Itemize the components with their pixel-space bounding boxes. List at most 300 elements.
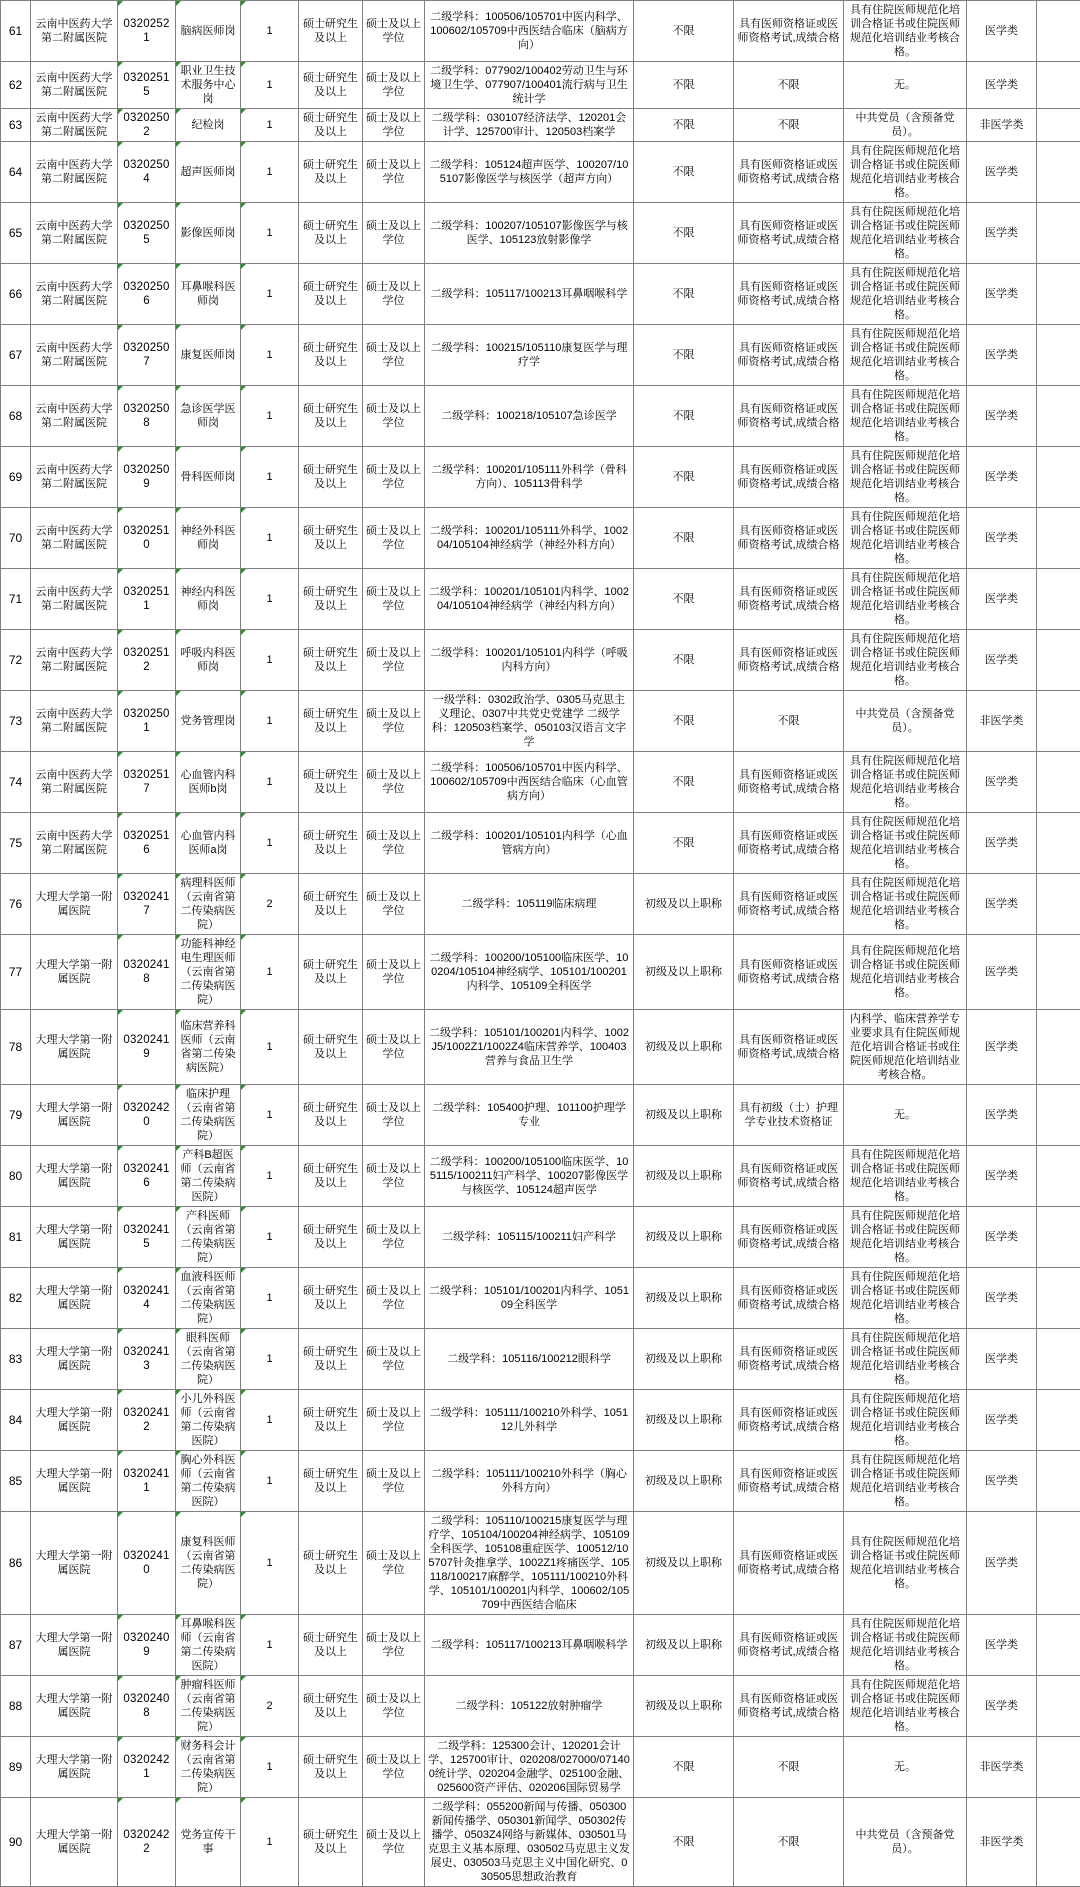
empty-cell[interactable] (1037, 1268, 1080, 1329)
qualification-requirement[interactable] (734, 264, 844, 325)
position-category[interactable] (967, 752, 1037, 813)
opening-count[interactable] (241, 109, 299, 142)
hospital-name[interactable] (31, 813, 118, 874)
position-category[interactable] (967, 1329, 1037, 1390)
position-category[interactable] (967, 1512, 1037, 1615)
empty-cell[interactable] (1037, 109, 1080, 142)
education-requirement[interactable] (299, 1615, 363, 1676)
position-category[interactable] (967, 508, 1037, 569)
education-requirement[interactable] (299, 1085, 363, 1146)
other-requirement[interactable] (844, 1085, 967, 1146)
qualification-requirement[interactable] (734, 1451, 844, 1512)
opening-count[interactable] (241, 691, 299, 752)
title-requirement[interactable] (634, 1737, 734, 1798)
position-code[interactable] (118, 1329, 176, 1390)
position-code[interactable] (118, 1798, 176, 1887)
position-name[interactable] (176, 569, 241, 630)
opening-count[interactable] (241, 1085, 299, 1146)
position-code[interactable] (118, 508, 176, 569)
education-requirement[interactable] (299, 691, 363, 752)
title-requirement[interactable] (634, 569, 734, 630)
title-requirement[interactable] (634, 1676, 734, 1737)
position-name[interactable] (176, 1329, 241, 1390)
major-requirement[interactable] (425, 325, 634, 386)
other-requirement[interactable] (844, 1615, 967, 1676)
row-number[interactable] (1, 1451, 31, 1512)
title-requirement[interactable] (634, 508, 734, 569)
empty-cell[interactable] (1037, 62, 1080, 109)
qualification-requirement[interactable] (734, 325, 844, 386)
opening-count[interactable] (241, 1207, 299, 1268)
opening-count[interactable] (241, 1676, 299, 1737)
education-requirement[interactable] (299, 203, 363, 264)
qualification-requirement[interactable] (734, 1085, 844, 1146)
other-requirement[interactable] (844, 386, 967, 447)
education-requirement[interactable] (299, 386, 363, 447)
degree-requirement[interactable] (363, 1, 425, 62)
position-category[interactable] (967, 569, 1037, 630)
major-requirement[interactable] (425, 264, 634, 325)
other-requirement[interactable] (844, 264, 967, 325)
opening-count[interactable] (241, 1329, 299, 1390)
major-requirement[interactable] (425, 752, 634, 813)
major-requirement[interactable] (425, 1010, 634, 1085)
other-requirement[interactable] (844, 752, 967, 813)
other-requirement[interactable] (844, 1329, 967, 1390)
position-name[interactable] (176, 1451, 241, 1512)
hospital-name[interactable] (31, 1798, 118, 1887)
empty-cell[interactable] (1037, 325, 1080, 386)
other-requirement[interactable] (844, 62, 967, 109)
major-requirement[interactable] (425, 1798, 634, 1887)
qualification-requirement[interactable] (734, 62, 844, 109)
position-category[interactable] (967, 264, 1037, 325)
title-requirement[interactable] (634, 874, 734, 935)
hospital-name[interactable] (31, 1390, 118, 1451)
empty-cell[interactable] (1037, 691, 1080, 752)
empty-cell[interactable] (1037, 1798, 1080, 1887)
qualification-requirement[interactable] (734, 1737, 844, 1798)
qualification-requirement[interactable] (734, 874, 844, 935)
empty-cell[interactable] (1037, 508, 1080, 569)
position-code[interactable] (118, 1268, 176, 1329)
opening-count[interactable] (241, 1, 299, 62)
hospital-name[interactable] (31, 874, 118, 935)
row-number[interactable] (1, 1676, 31, 1737)
major-requirement[interactable] (425, 508, 634, 569)
position-category[interactable] (967, 203, 1037, 264)
other-requirement[interactable] (844, 508, 967, 569)
major-requirement[interactable] (425, 447, 634, 508)
row-number[interactable] (1, 1329, 31, 1390)
other-requirement[interactable] (844, 691, 967, 752)
position-name[interactable] (176, 62, 241, 109)
row-number[interactable] (1, 1268, 31, 1329)
position-category[interactable] (967, 447, 1037, 508)
opening-count[interactable] (241, 935, 299, 1010)
hospital-name[interactable] (31, 1615, 118, 1676)
position-name[interactable] (176, 109, 241, 142)
row-number[interactable] (1, 1085, 31, 1146)
position-code[interactable] (118, 109, 176, 142)
title-requirement[interactable] (634, 142, 734, 203)
major-requirement[interactable] (425, 109, 634, 142)
empty-cell[interactable] (1037, 1512, 1080, 1615)
empty-cell[interactable] (1037, 935, 1080, 1010)
row-number[interactable] (1, 1615, 31, 1676)
other-requirement[interactable] (844, 874, 967, 935)
position-category[interactable] (967, 813, 1037, 874)
education-requirement[interactable] (299, 142, 363, 203)
hospital-name[interactable] (31, 1512, 118, 1615)
degree-requirement[interactable] (363, 386, 425, 447)
other-requirement[interactable] (844, 1010, 967, 1085)
title-requirement[interactable] (634, 325, 734, 386)
hospital-name[interactable] (31, 508, 118, 569)
position-code[interactable] (118, 1390, 176, 1451)
education-requirement[interactable] (299, 569, 363, 630)
position-name[interactable] (176, 1207, 241, 1268)
hospital-name[interactable] (31, 62, 118, 109)
other-requirement[interactable] (844, 142, 967, 203)
empty-cell[interactable] (1037, 142, 1080, 203)
row-number[interactable] (1, 1010, 31, 1085)
opening-count[interactable] (241, 874, 299, 935)
opening-count[interactable] (241, 386, 299, 447)
education-requirement[interactable] (299, 1676, 363, 1737)
major-requirement[interactable] (425, 691, 634, 752)
empty-cell[interactable] (1037, 1676, 1080, 1737)
qualification-requirement[interactable] (734, 1329, 844, 1390)
position-category[interactable] (967, 1010, 1037, 1085)
education-requirement[interactable] (299, 1798, 363, 1887)
education-requirement[interactable] (299, 1512, 363, 1615)
other-requirement[interactable] (844, 1146, 967, 1207)
other-requirement[interactable] (844, 447, 967, 508)
row-number[interactable] (1, 630, 31, 691)
major-requirement[interactable] (425, 1451, 634, 1512)
hospital-name[interactable] (31, 1085, 118, 1146)
opening-count[interactable] (241, 203, 299, 264)
degree-requirement[interactable] (363, 874, 425, 935)
major-requirement[interactable] (425, 569, 634, 630)
opening-count[interactable] (241, 752, 299, 813)
row-number[interactable] (1, 1737, 31, 1798)
other-requirement[interactable] (844, 813, 967, 874)
position-code[interactable] (118, 569, 176, 630)
other-requirement[interactable] (844, 1451, 967, 1512)
hospital-name[interactable] (31, 630, 118, 691)
qualification-requirement[interactable] (734, 447, 844, 508)
major-requirement[interactable] (425, 1615, 634, 1676)
position-code[interactable] (118, 1676, 176, 1737)
empty-cell[interactable] (1037, 203, 1080, 264)
empty-cell[interactable] (1037, 1615, 1080, 1676)
position-category[interactable] (967, 630, 1037, 691)
row-number[interactable] (1, 1146, 31, 1207)
row-number[interactable] (1, 1207, 31, 1268)
position-name[interactable] (176, 691, 241, 752)
major-requirement[interactable] (425, 813, 634, 874)
position-code[interactable] (118, 447, 176, 508)
position-code[interactable] (118, 386, 176, 447)
position-name[interactable] (176, 508, 241, 569)
position-category[interactable] (967, 1615, 1037, 1676)
qualification-requirement[interactable] (734, 203, 844, 264)
row-number[interactable] (1, 1, 31, 62)
qualification-requirement[interactable] (734, 508, 844, 569)
education-requirement[interactable] (299, 935, 363, 1010)
opening-count[interactable] (241, 325, 299, 386)
degree-requirement[interactable] (363, 752, 425, 813)
empty-cell[interactable] (1037, 1737, 1080, 1798)
empty-cell[interactable] (1037, 1329, 1080, 1390)
position-name[interactable] (176, 1676, 241, 1737)
position-category[interactable] (967, 935, 1037, 1010)
other-requirement[interactable] (844, 1512, 967, 1615)
opening-count[interactable] (241, 630, 299, 691)
position-code[interactable] (118, 630, 176, 691)
qualification-requirement[interactable] (734, 109, 844, 142)
opening-count[interactable] (241, 508, 299, 569)
hospital-name[interactable] (31, 142, 118, 203)
education-requirement[interactable] (299, 1390, 363, 1451)
empty-cell[interactable] (1037, 813, 1080, 874)
degree-requirement[interactable] (363, 1737, 425, 1798)
opening-count[interactable] (241, 1451, 299, 1512)
degree-requirement[interactable] (363, 1329, 425, 1390)
degree-requirement[interactable] (363, 325, 425, 386)
education-requirement[interactable] (299, 1329, 363, 1390)
hospital-name[interactable] (31, 1737, 118, 1798)
opening-count[interactable] (241, 1798, 299, 1887)
position-code[interactable] (118, 203, 176, 264)
empty-cell[interactable] (1037, 386, 1080, 447)
education-requirement[interactable] (299, 325, 363, 386)
position-category[interactable] (967, 1676, 1037, 1737)
qualification-requirement[interactable] (734, 1512, 844, 1615)
position-name[interactable] (176, 630, 241, 691)
major-requirement[interactable] (425, 386, 634, 447)
major-requirement[interactable] (425, 1146, 634, 1207)
education-requirement[interactable] (299, 1737, 363, 1798)
opening-count[interactable] (241, 1512, 299, 1615)
degree-requirement[interactable] (363, 691, 425, 752)
title-requirement[interactable] (634, 752, 734, 813)
major-requirement[interactable] (425, 142, 634, 203)
empty-cell[interactable] (1037, 630, 1080, 691)
position-name[interactable] (176, 264, 241, 325)
hospital-name[interactable] (31, 1268, 118, 1329)
position-code[interactable] (118, 874, 176, 935)
position-category[interactable] (967, 1, 1037, 62)
education-requirement[interactable] (299, 1268, 363, 1329)
hospital-name[interactable] (31, 1451, 118, 1512)
opening-count[interactable] (241, 1390, 299, 1451)
position-code[interactable] (118, 1737, 176, 1798)
title-requirement[interactable] (634, 1451, 734, 1512)
hospital-name[interactable] (31, 1207, 118, 1268)
position-name[interactable] (176, 935, 241, 1010)
qualification-requirement[interactable] (734, 752, 844, 813)
qualification-requirement[interactable] (734, 1207, 844, 1268)
position-code[interactable] (118, 1512, 176, 1615)
hospital-name[interactable] (31, 1010, 118, 1085)
hospital-name[interactable] (31, 569, 118, 630)
degree-requirement[interactable] (363, 1451, 425, 1512)
qualification-requirement[interactable] (734, 1, 844, 62)
major-requirement[interactable] (425, 874, 634, 935)
degree-requirement[interactable] (363, 1512, 425, 1615)
empty-cell[interactable] (1037, 1085, 1080, 1146)
qualification-requirement[interactable] (734, 1390, 844, 1451)
title-requirement[interactable] (634, 109, 734, 142)
position-category[interactable] (967, 1268, 1037, 1329)
qualification-requirement[interactable] (734, 691, 844, 752)
title-requirement[interactable] (634, 1615, 734, 1676)
qualification-requirement[interactable] (734, 1010, 844, 1085)
position-name[interactable] (176, 1512, 241, 1615)
degree-requirement[interactable] (363, 813, 425, 874)
degree-requirement[interactable] (363, 1615, 425, 1676)
degree-requirement[interactable] (363, 1010, 425, 1085)
position-category[interactable] (967, 1085, 1037, 1146)
degree-requirement[interactable] (363, 1390, 425, 1451)
major-requirement[interactable] (425, 1390, 634, 1451)
education-requirement[interactable] (299, 1, 363, 62)
other-requirement[interactable] (844, 1676, 967, 1737)
major-requirement[interactable] (425, 1, 634, 62)
degree-requirement[interactable] (363, 1146, 425, 1207)
education-requirement[interactable] (299, 62, 363, 109)
position-name[interactable] (176, 813, 241, 874)
row-number[interactable] (1, 813, 31, 874)
other-requirement[interactable] (844, 203, 967, 264)
major-requirement[interactable] (425, 1512, 634, 1615)
position-code[interactable] (118, 1, 176, 62)
major-requirement[interactable] (425, 1737, 634, 1798)
position-category[interactable] (967, 142, 1037, 203)
position-code[interactable] (118, 691, 176, 752)
title-requirement[interactable] (634, 1512, 734, 1615)
row-number[interactable] (1, 264, 31, 325)
degree-requirement[interactable] (363, 1268, 425, 1329)
degree-requirement[interactable] (363, 142, 425, 203)
position-category[interactable] (967, 386, 1037, 447)
opening-count[interactable] (241, 1268, 299, 1329)
position-code[interactable] (118, 1451, 176, 1512)
empty-cell[interactable] (1037, 1146, 1080, 1207)
hospital-name[interactable] (31, 203, 118, 264)
major-requirement[interactable] (425, 1676, 634, 1737)
degree-requirement[interactable] (363, 1798, 425, 1887)
title-requirement[interactable] (634, 691, 734, 752)
opening-count[interactable] (241, 142, 299, 203)
position-category[interactable] (967, 1146, 1037, 1207)
education-requirement[interactable] (299, 109, 363, 142)
position-name[interactable] (176, 1615, 241, 1676)
row-number[interactable] (1, 203, 31, 264)
position-code[interactable] (118, 1207, 176, 1268)
position-code[interactable] (118, 935, 176, 1010)
position-code[interactable] (118, 264, 176, 325)
row-number[interactable] (1, 1798, 31, 1887)
major-requirement[interactable] (425, 935, 634, 1010)
title-requirement[interactable] (634, 813, 734, 874)
education-requirement[interactable] (299, 813, 363, 874)
title-requirement[interactable] (634, 62, 734, 109)
degree-requirement[interactable] (363, 62, 425, 109)
position-code[interactable] (118, 1615, 176, 1676)
opening-count[interactable] (241, 447, 299, 508)
education-requirement[interactable] (299, 264, 363, 325)
position-name[interactable] (176, 752, 241, 813)
title-requirement[interactable] (634, 1798, 734, 1887)
empty-cell[interactable] (1037, 1390, 1080, 1451)
degree-requirement[interactable] (363, 109, 425, 142)
hospital-name[interactable] (31, 264, 118, 325)
title-requirement[interactable] (634, 1390, 734, 1451)
opening-count[interactable] (241, 1737, 299, 1798)
row-number[interactable] (1, 109, 31, 142)
qualification-requirement[interactable] (734, 1615, 844, 1676)
title-requirement[interactable] (634, 1085, 734, 1146)
other-requirement[interactable] (844, 630, 967, 691)
empty-cell[interactable] (1037, 874, 1080, 935)
hospital-name[interactable] (31, 752, 118, 813)
empty-cell[interactable] (1037, 752, 1080, 813)
education-requirement[interactable] (299, 1451, 363, 1512)
major-requirement[interactable] (425, 630, 634, 691)
other-requirement[interactable] (844, 325, 967, 386)
degree-requirement[interactable] (363, 1207, 425, 1268)
title-requirement[interactable] (634, 935, 734, 1010)
empty-cell[interactable] (1037, 1, 1080, 62)
other-requirement[interactable] (844, 1390, 967, 1451)
position-name[interactable] (176, 1737, 241, 1798)
title-requirement[interactable] (634, 630, 734, 691)
row-number[interactable] (1, 447, 31, 508)
row-number[interactable] (1, 325, 31, 386)
education-requirement[interactable] (299, 630, 363, 691)
degree-requirement[interactable] (363, 508, 425, 569)
hospital-name[interactable] (31, 386, 118, 447)
position-name[interactable] (176, 203, 241, 264)
title-requirement[interactable] (634, 1146, 734, 1207)
degree-requirement[interactable] (363, 1676, 425, 1737)
position-name[interactable] (176, 1390, 241, 1451)
row-number[interactable] (1, 142, 31, 203)
title-requirement[interactable] (634, 386, 734, 447)
position-code[interactable] (118, 813, 176, 874)
hospital-name[interactable] (31, 1676, 118, 1737)
qualification-requirement[interactable] (734, 1146, 844, 1207)
position-code[interactable] (118, 1010, 176, 1085)
opening-count[interactable] (241, 569, 299, 630)
major-requirement[interactable] (425, 1268, 634, 1329)
empty-cell[interactable] (1037, 1207, 1080, 1268)
major-requirement[interactable] (425, 1207, 634, 1268)
position-category[interactable] (967, 1451, 1037, 1512)
qualification-requirement[interactable] (734, 935, 844, 1010)
title-requirement[interactable] (634, 1010, 734, 1085)
empty-cell[interactable] (1037, 569, 1080, 630)
education-requirement[interactable] (299, 1207, 363, 1268)
other-requirement[interactable] (844, 569, 967, 630)
qualification-requirement[interactable] (734, 813, 844, 874)
position-category[interactable] (967, 874, 1037, 935)
title-requirement[interactable] (634, 1207, 734, 1268)
